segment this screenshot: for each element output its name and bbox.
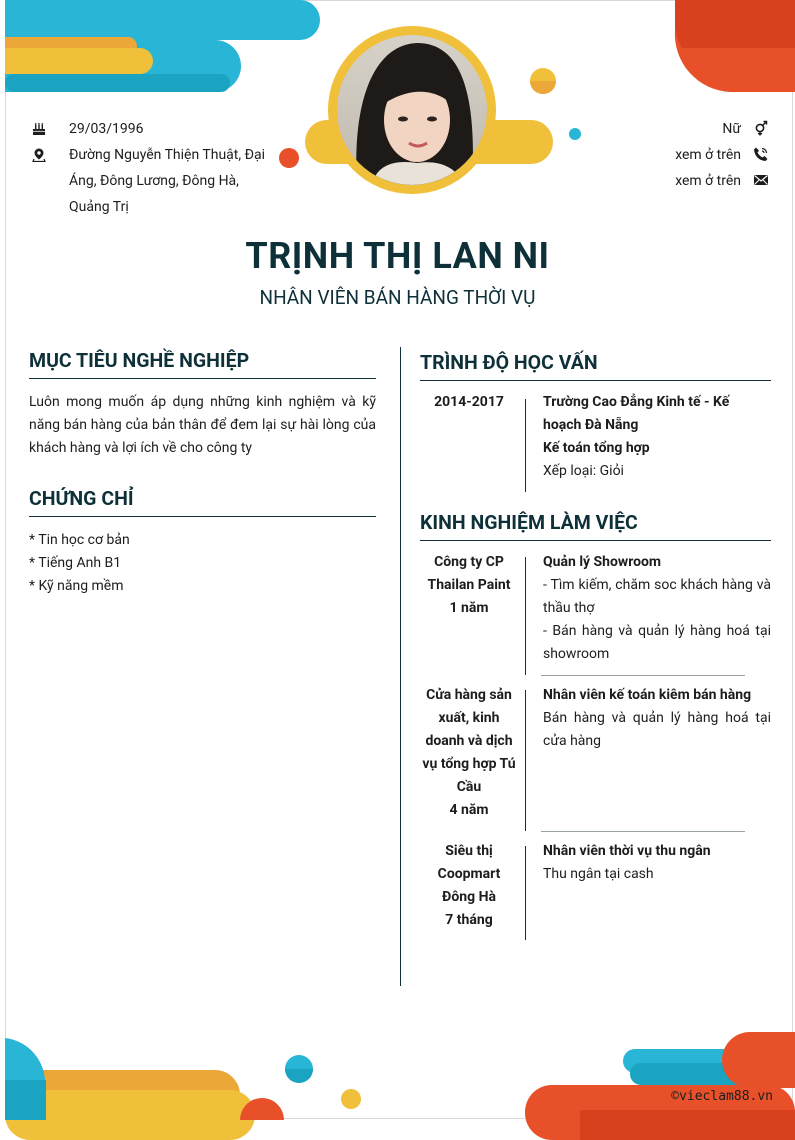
phone-icon [753, 146, 769, 162]
job-desc-line: - Bán hàng và quản lý hàng hoá tại showroom [543, 623, 771, 662]
email-row [675, 168, 769, 194]
job-separator [541, 675, 745, 676]
email-text: xem ở trên [675, 173, 741, 189]
watermark: ©vieclam88.vn [671, 1089, 773, 1104]
phone-text: xem ở trên [675, 147, 741, 163]
certificate-item: * Tin học cơ bản [29, 532, 130, 548]
company-name: Siêu thị Coopmart Đông Hà [437, 843, 501, 905]
job-role: Nhân viên kế toán kiêm bán hàng [543, 687, 752, 703]
education-grade: Xếp loại: Giỏi [543, 463, 624, 479]
bottom-left-decoration [0, 1030, 380, 1140]
gender-icon [753, 120, 769, 136]
objective-text: Luôn mong muốn áp dụng những kinh nghiệm và kỹ năng bán hàng của bản thân để đem lại sự hài lòng của khách hàng và lợi ích về cho công ty [29, 394, 376, 456]
top-left-decoration [0, 0, 320, 95]
avatar [337, 35, 487, 185]
mail-icon [753, 172, 769, 188]
job-timeline [525, 846, 526, 940]
birthday-text: 29/03/1996 [69, 121, 144, 137]
address-text: Đường Nguyễn Thiện Thuật, Đại Áng, Đông Lương, Đông Hà, Quảng Trị [69, 147, 266, 215]
company-name: Cửa hàng sản xuất, kinh doanh và dịch vụ tổng hợp Tú Cầu [422, 687, 516, 795]
education-major: Kế toán tổng hợp [543, 440, 650, 456]
job-timeline [525, 557, 526, 675]
job-duration: 1 năm [449, 600, 489, 616]
job-details [543, 840, 771, 886]
job-role: Nhân viên thời vụ thu ngân [543, 843, 711, 859]
top-right-decoration [670, 0, 795, 95]
education-details [543, 391, 771, 483]
objective-heading: MỤC TIÊU NGHỀ NGHIỆP [29, 349, 376, 379]
job-desc-line: Thu ngân tại cash [543, 866, 654, 882]
job-separator [541, 831, 745, 832]
gender-row [722, 116, 769, 142]
bottom-right-decoration [520, 1030, 795, 1140]
certificates-heading: CHỨNG CHỈ [29, 487, 376, 517]
location-icon [32, 148, 46, 162]
job-timeline [525, 690, 526, 831]
education-period: 2014-2017 [434, 394, 504, 410]
job-company [422, 551, 516, 620]
education-timeline [525, 399, 526, 492]
job-role: Quản lý Showroom [543, 554, 662, 570]
education-heading: TRÌNH ĐỘ HỌC VẤN [420, 351, 771, 381]
certificates-list [29, 529, 376, 598]
phone-row [675, 142, 769, 168]
company-name: Công ty CP Thailan Paint [427, 554, 511, 593]
candidate-position: NHÂN VIÊN BÁN HÀNG THỜI VỤ [259, 286, 536, 309]
certificate-item: * Kỹ năng mềm [29, 578, 124, 594]
candidate-name: TRỊNH THỊ LAN NI [245, 235, 550, 277]
job-duration: 7 tháng [445, 912, 493, 928]
job-company [420, 684, 518, 822]
job-details [543, 551, 771, 666]
gender-text: Nữ [722, 121, 741, 137]
cake-icon [32, 122, 46, 136]
job-details [543, 684, 771, 753]
column-divider [400, 347, 401, 986]
job-duration: 4 năm [449, 802, 489, 818]
job-desc-line: Bán hàng và quản lý hàng hoá tại cửa hàng [543, 710, 771, 749]
experience-heading: KINH NGHIỆM LÀM VIỆC [420, 511, 771, 541]
job-desc-line: - Tìm kiếm, chăm soc khách hàng và thầu thợ [543, 577, 771, 616]
certificate-item: * Tiếng Anh B1 [29, 555, 122, 571]
job-company [420, 840, 518, 932]
education-school: Trường Cao Đẳng Kinh tế - Kế hoạch Đà Nẵng [543, 394, 730, 433]
